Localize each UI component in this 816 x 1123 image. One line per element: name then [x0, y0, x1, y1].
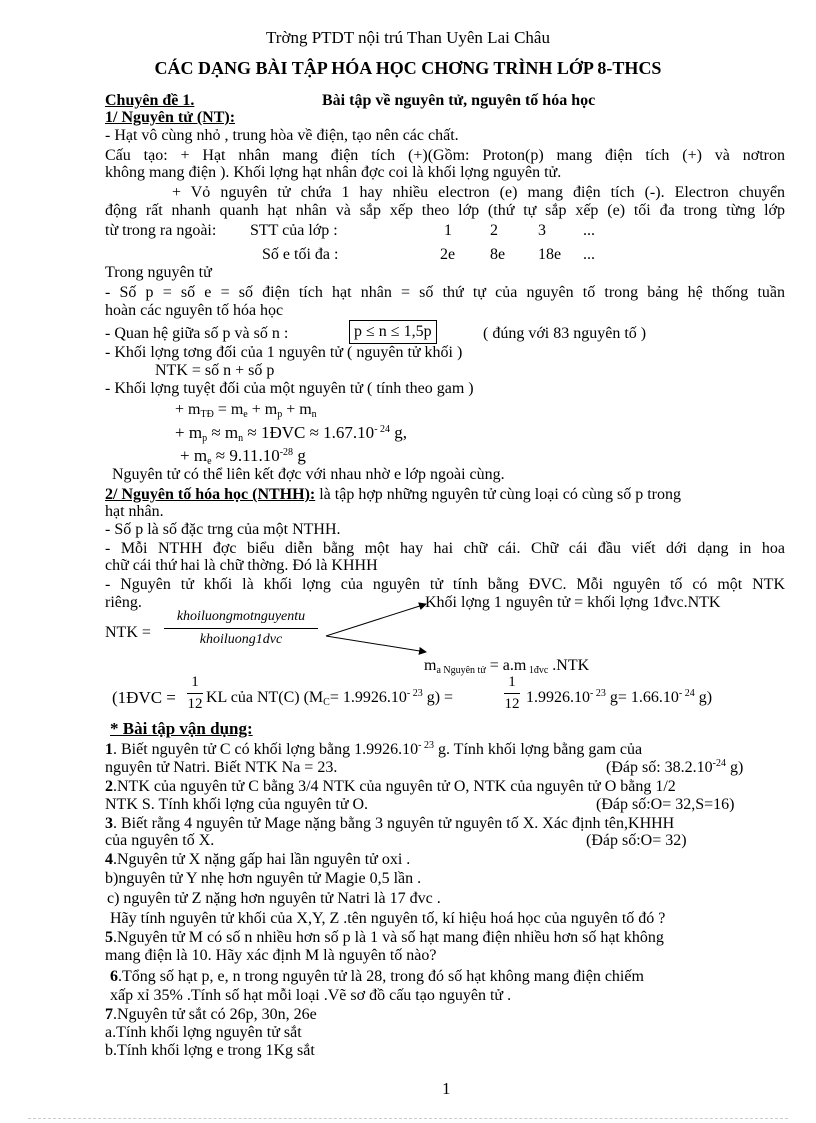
s2-p3a: - Mỗi NTHH đợc biểu diễn bằng một hay hai chữ cái. Chữ cái đầu viết dới dạng in hoa [105, 540, 785, 557]
dvc-frac-bar [187, 693, 203, 694]
exercise-5: 5.Nguyên tử M có số n nhiều hơn số p là 1 và số hạt mang điện nhiều hơn số hạt không [105, 929, 664, 946]
s1-p2b: không mang điện ). Khối lợng hạt nhân đợc coi là khối lợng nguyên tử. [105, 164, 562, 181]
s1-p5b: hoàn các nguyên tố hóa học [105, 302, 284, 319]
s1-p6c: ( đúng với 83 nguyên tố ) [483, 325, 647, 342]
ntk-fraction-bar [164, 628, 318, 629]
s1-p1: - Hạt vô cùng nhỏ , trung hòa về điện, tạo nên các chất. [105, 127, 459, 144]
stt-value: 1 [444, 222, 452, 239]
emax-value: ... [583, 246, 595, 263]
school-name: Trờng PTDT nội trú Than Uyên Lai Châu [266, 28, 550, 47]
ntk-fraction-denominator: khoiluong1dvc [199, 632, 283, 647]
topic-label: Chuyên đề 1. [105, 92, 195, 109]
dvc-definition-a: (1ĐVC = [112, 688, 176, 707]
arrow-bottom-text: $m_{a Nguyên tử} = a.m$ $_{1đvc}$ .NTK [424, 657, 590, 676]
section2-heading: 2/ Nguyên tố hóa học (NTHH): [105, 486, 316, 503]
ntk-fraction-numerator: khoiluongmotnguyentu [176, 609, 306, 624]
section1-heading: 1/ Nguyên tử (NT): [105, 109, 236, 126]
exercise-7: 7.Nguyên tử sắt có 26p, 30n, 26e [105, 1006, 317, 1023]
s1-p3a: + Vỏ nguyên tử chứa 1 hay nhiều electron (e) mang điện tích (-). Electron chuyển [172, 184, 785, 201]
s1-p5a: - Số p = số e = số điện tích hạt nhân = số thứ tự của nguyên tố trong bảng hệ thống tuần [105, 284, 785, 301]
s1-p7: - Khối lợng tơng đối của 1 nguyên tử ( nguyên tử khối ) [105, 344, 463, 361]
emax-value: 2e [440, 246, 456, 263]
s2-p2: - Số p là số đặc trng của một NTHH. [105, 521, 341, 538]
ntk-label: NTK = [105, 624, 151, 641]
emax-value: 8e [490, 246, 506, 263]
emax-value: 18e [538, 246, 562, 263]
s1-p2a: Cấu tạo: + Hạt nhân mang điện tích (+)(Gồm: Proton(p) mang điện tích (+) và nơtron [105, 147, 785, 164]
exercise-3: 3. Biết rằng 4 nguyên tử Mage nặng bằng 3 nguyên tử nguyên tố X. Xác định tên,KHHH [105, 815, 675, 832]
stt-value: ... [583, 222, 595, 239]
dvc-frac2-num: 1 [508, 674, 516, 690]
pn-relation-box: p ≤ n ≤ 1,5p [349, 320, 437, 344]
s2-p1b: hạt nhân. [105, 503, 164, 520]
formula-mass-total: + $m_{TĐ} = m_e + m_p + m_n$ [175, 401, 317, 420]
dvc-frac2-bar [504, 693, 520, 694]
exercise-1b: nguyên tử Natri. Biết NTK Na = 23. [105, 759, 338, 776]
exercise-4b: b)nguyên tử Y nhẹ hơn nguyên tử Magie 0,5 lần . [105, 870, 422, 887]
s2-p4a: - Nguyên tử khối là khối lợng của nguyên tử tính bằng ĐVC. Mỗi nguyên tố có một NTK [105, 576, 785, 593]
exercise-2-answer: (Đáp số:O= 32,S=16) [596, 796, 735, 813]
formula-mass-e: + $m_e \approx 9.11.10^{-28}$ g [180, 446, 306, 467]
dvc-frac-num: 1 [191, 674, 199, 690]
exercise-6b: xấp xỉ 35% .Tính số hạt mỗi loại .Vẽ sơ đồ cấu tạo nguyên tử . [110, 987, 512, 1004]
formula-mass-p-n: + $m_p \approx m_n$ ≈ 1ĐVC ≈ $1.67.10^{- 24}$ g, [175, 423, 408, 444]
exercise-5b: mang điện là 10. Hãy xác định M là nguyên tố nào? [105, 947, 437, 964]
exercises-heading: * Bài tập vận dụng: [110, 719, 253, 738]
exercise-7b: b.Tính khối lợng e trong 1Kg sắt [105, 1042, 315, 1059]
document-title: CÁC DẠNG BÀI TẬP HÓA HỌC CHƠNG TRÌNH LỚP 8-THCS [154, 58, 662, 78]
dvc-definition-c: $1.9926.10^{- 23}$ $g= 1.66.10^{- 24}$ g) [526, 688, 713, 706]
s1-p9: - Khối lợng tuyệt đối của một nguyên tử ( tính theo gam ) [105, 380, 474, 397]
exercise-4c: c) nguyên tử Z nặng hơn nguyên tử Natri là 17 đvc . [107, 890, 441, 907]
s2-p4b: riêng. [105, 594, 142, 611]
page-number: 1 [442, 1079, 451, 1098]
exercise-6: 6.Tổng số hạt p, e, n trong nguyên tử là 28, trong đó số hạt không mang điện chiếm [110, 968, 644, 985]
exercise-1: 1. Biết nguyên tử C có khối lợng bằng $1.9926.10^{- 23}$ g. Tính khối lợng bằng gam của [105, 740, 643, 758]
stt-label: STT của lớp : [250, 222, 338, 239]
s2-p3b: chữ cái thứ hai là chữ thờng. Đó là KHHH [105, 557, 378, 574]
exercise-4d: Hãy tính nguyên tử khối của X,Y, Z .tên nguyên tố, kí hiệu hoá học của nguyên tố đó ? [110, 910, 666, 927]
stt-value: 2 [490, 222, 498, 239]
exercise-3-answer: (Đáp số:O= 32) [586, 832, 687, 849]
s1-p4: Trong nguyên tử [105, 264, 212, 281]
emax-label: Số e tối đa : [262, 246, 339, 263]
dvc-frac-den: 12 [187, 696, 203, 712]
exercise-2: 2.NTK của nguyên tử C bằng 3/4 NTK của nguyên tử O, NTK của nguyên tử O bằng 1/2 [105, 778, 676, 795]
stt-value: 3 [538, 222, 546, 239]
s2-p1: 2/ Nguyên tố hóa học (NTHH): là tập hợp những nguyên tử cùng loại có cùng số p trong [105, 486, 681, 503]
exercise-3b: của nguyên tố X. [105, 832, 215, 849]
dvc-frac2-den: 12 [504, 696, 520, 712]
s1-p8: NTK = số n + số p [155, 362, 275, 379]
s1-p3b: động rất nhanh quanh hạt nhân và sắp xếp theo lớp (thứ tự sắp xếp (e) tối đa trong từng lớp [105, 202, 785, 219]
page-bottom-rule [28, 1118, 788, 1119]
exercise-4: 4.Nguyên tử X nặng gấp hai lần nguyên tử oxi . [105, 851, 411, 868]
s1-p3c: từ trong ra ngoài: [105, 222, 217, 239]
exercise-1-answer: (Đáp số: $38.2.10^{-24}$ g) [606, 758, 744, 776]
s1-p6a: - Quan hệ giữa số p và số n : [105, 325, 289, 342]
dvc-definition-b: KL của NT(C) ($M_C= 1.9926.10^{- 23}$ g) = [206, 688, 454, 708]
arrow-top-text: Khối lợng 1 nguyên tử = khối lợng 1đvc.NTK [425, 594, 721, 611]
topic-title: Bài tập về nguyên tử, nguyên tố hóa học [322, 92, 596, 109]
exercise-2b: NTK S. Tính khối lợng của nguyên tử O. [105, 796, 369, 813]
exercise-7a: a.Tính khối lợng nguyên tử sắt [105, 1024, 302, 1041]
s1-p10: Nguyên tử có thể liên kết đợc với nhau nhờ e lớp ngoài cùng. [112, 466, 505, 483]
branch-arrows [318, 598, 438, 658]
